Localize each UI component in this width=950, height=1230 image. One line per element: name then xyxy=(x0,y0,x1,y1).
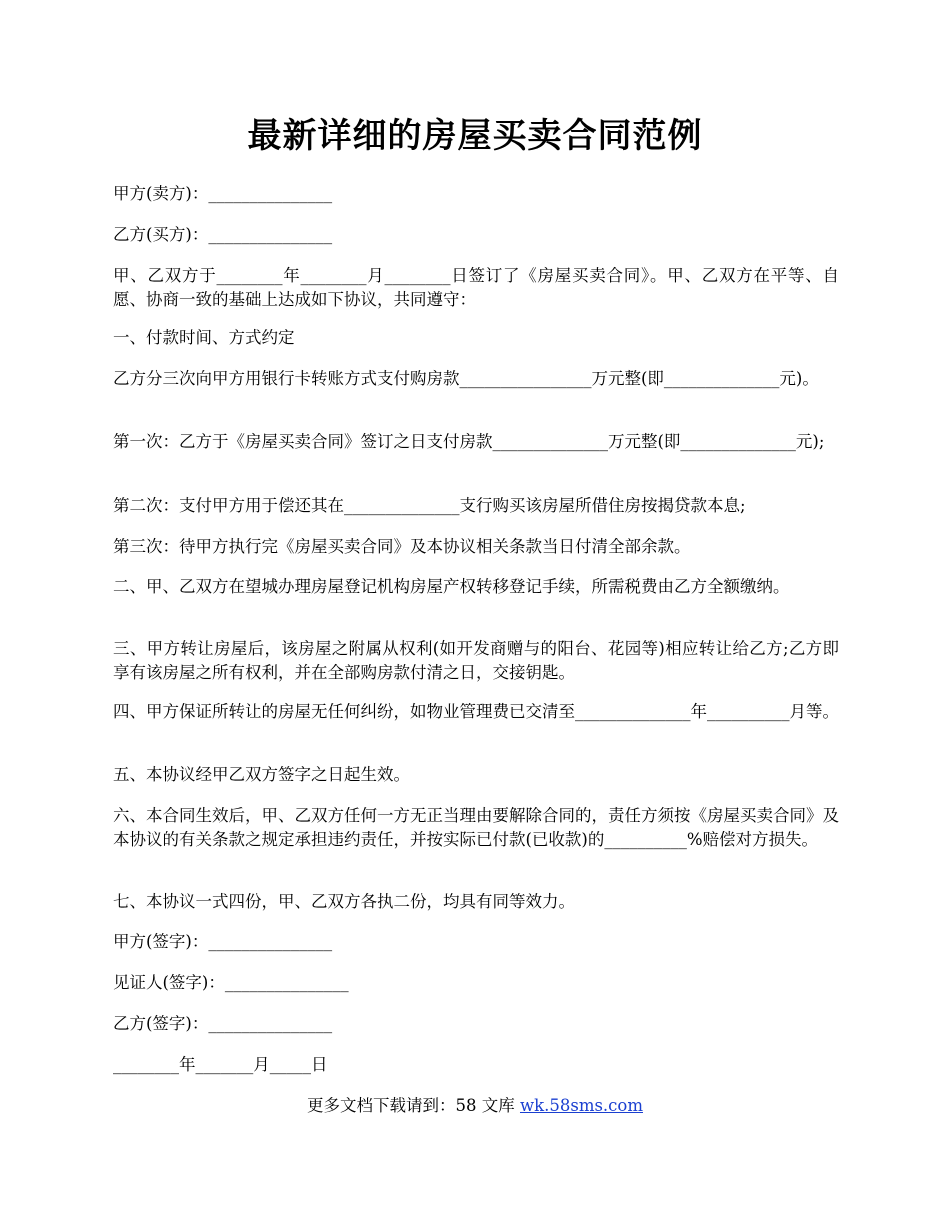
intro-paragraph: 甲、乙双方于________年________月________日签订了《房屋买卖合同》。甲、乙双方在平等、自愿、协商一致的基础上达成如下协议，共同遵守： xyxy=(113,266,839,309)
buyer-line: 乙方(买方)：_______________ xyxy=(113,225,333,244)
footer xyxy=(0,1094,950,1118)
clause-2-paragraph: 二、甲、乙双方在望城办理房屋登记机构房屋产权转移登记手续，所需税费由乙方全额缴纳。 xyxy=(113,577,790,596)
clause-6-paragraph: 六、本合同生效后，甲、乙双方任何一方无正当理由要解除合同的，责任方须按《房屋买卖合同》及本协议的有关条款之规定承担违约责任，并按实际已付款(已收款)的__________%赔偿对方损失。 xyxy=(113,806,839,849)
seller-line: 甲方(卖方)：_______________ xyxy=(113,184,333,203)
clause-1-heading: 一、付款时间、方式约定 xyxy=(113,328,295,347)
footer-link[interactable]: wk.58sms.com xyxy=(519,1096,643,1115)
clause-5-paragraph: 五、本协议经甲乙双方签字之日起生效。 xyxy=(113,765,410,784)
third-payment-paragraph: 第三次：待甲方执行完《房屋买卖合同》及本协议相关条款当日付清全部余款。 xyxy=(113,537,691,556)
clause-3-paragraph: 三、甲方转让房屋后，该房屋之附属从权利(如开发商赠与的阳台、花园等)相应转让给乙方;乙方即享有该房屋之所有权利，并在全部购房款付清之日，交接钥匙。 xyxy=(113,639,839,682)
payment-method-paragraph: 乙方分三次向甲方用银行卡转账方式支付购房款________________万元整(即______________元)。 xyxy=(113,369,819,388)
date-line: ________年_______月_____日 xyxy=(113,1055,328,1074)
witness-signature-line: 见证人(签字)：_______________ xyxy=(113,973,349,992)
buyer-signature-line: 乙方(签字)：_______________ xyxy=(113,1014,333,1033)
document-title: 最新详细的房屋买卖合同范例 xyxy=(247,116,703,156)
second-payment-paragraph: 第二次：支付甲方用于偿还其在______________支行购买该房屋所借住房按揭贷款本息; xyxy=(113,496,746,515)
seller-signature-line: 甲方(签字)：_______________ xyxy=(113,932,333,951)
clause-4-paragraph: 四、甲方保证所转让的房屋无任何纠纷，如物业管理费已交清至______________年__________月等。 xyxy=(113,702,839,721)
clause-7-paragraph: 七、本协议一式四份，甲、乙双方各执二份，均具有同等效力。 xyxy=(113,892,575,911)
first-payment-paragraph: 第一次：乙方于《房屋买卖合同》签订之日支付房款______________万元整(即______________元); xyxy=(113,432,825,451)
footer-text: 更多文档下载请到：58 文库 xyxy=(306,1096,520,1115)
